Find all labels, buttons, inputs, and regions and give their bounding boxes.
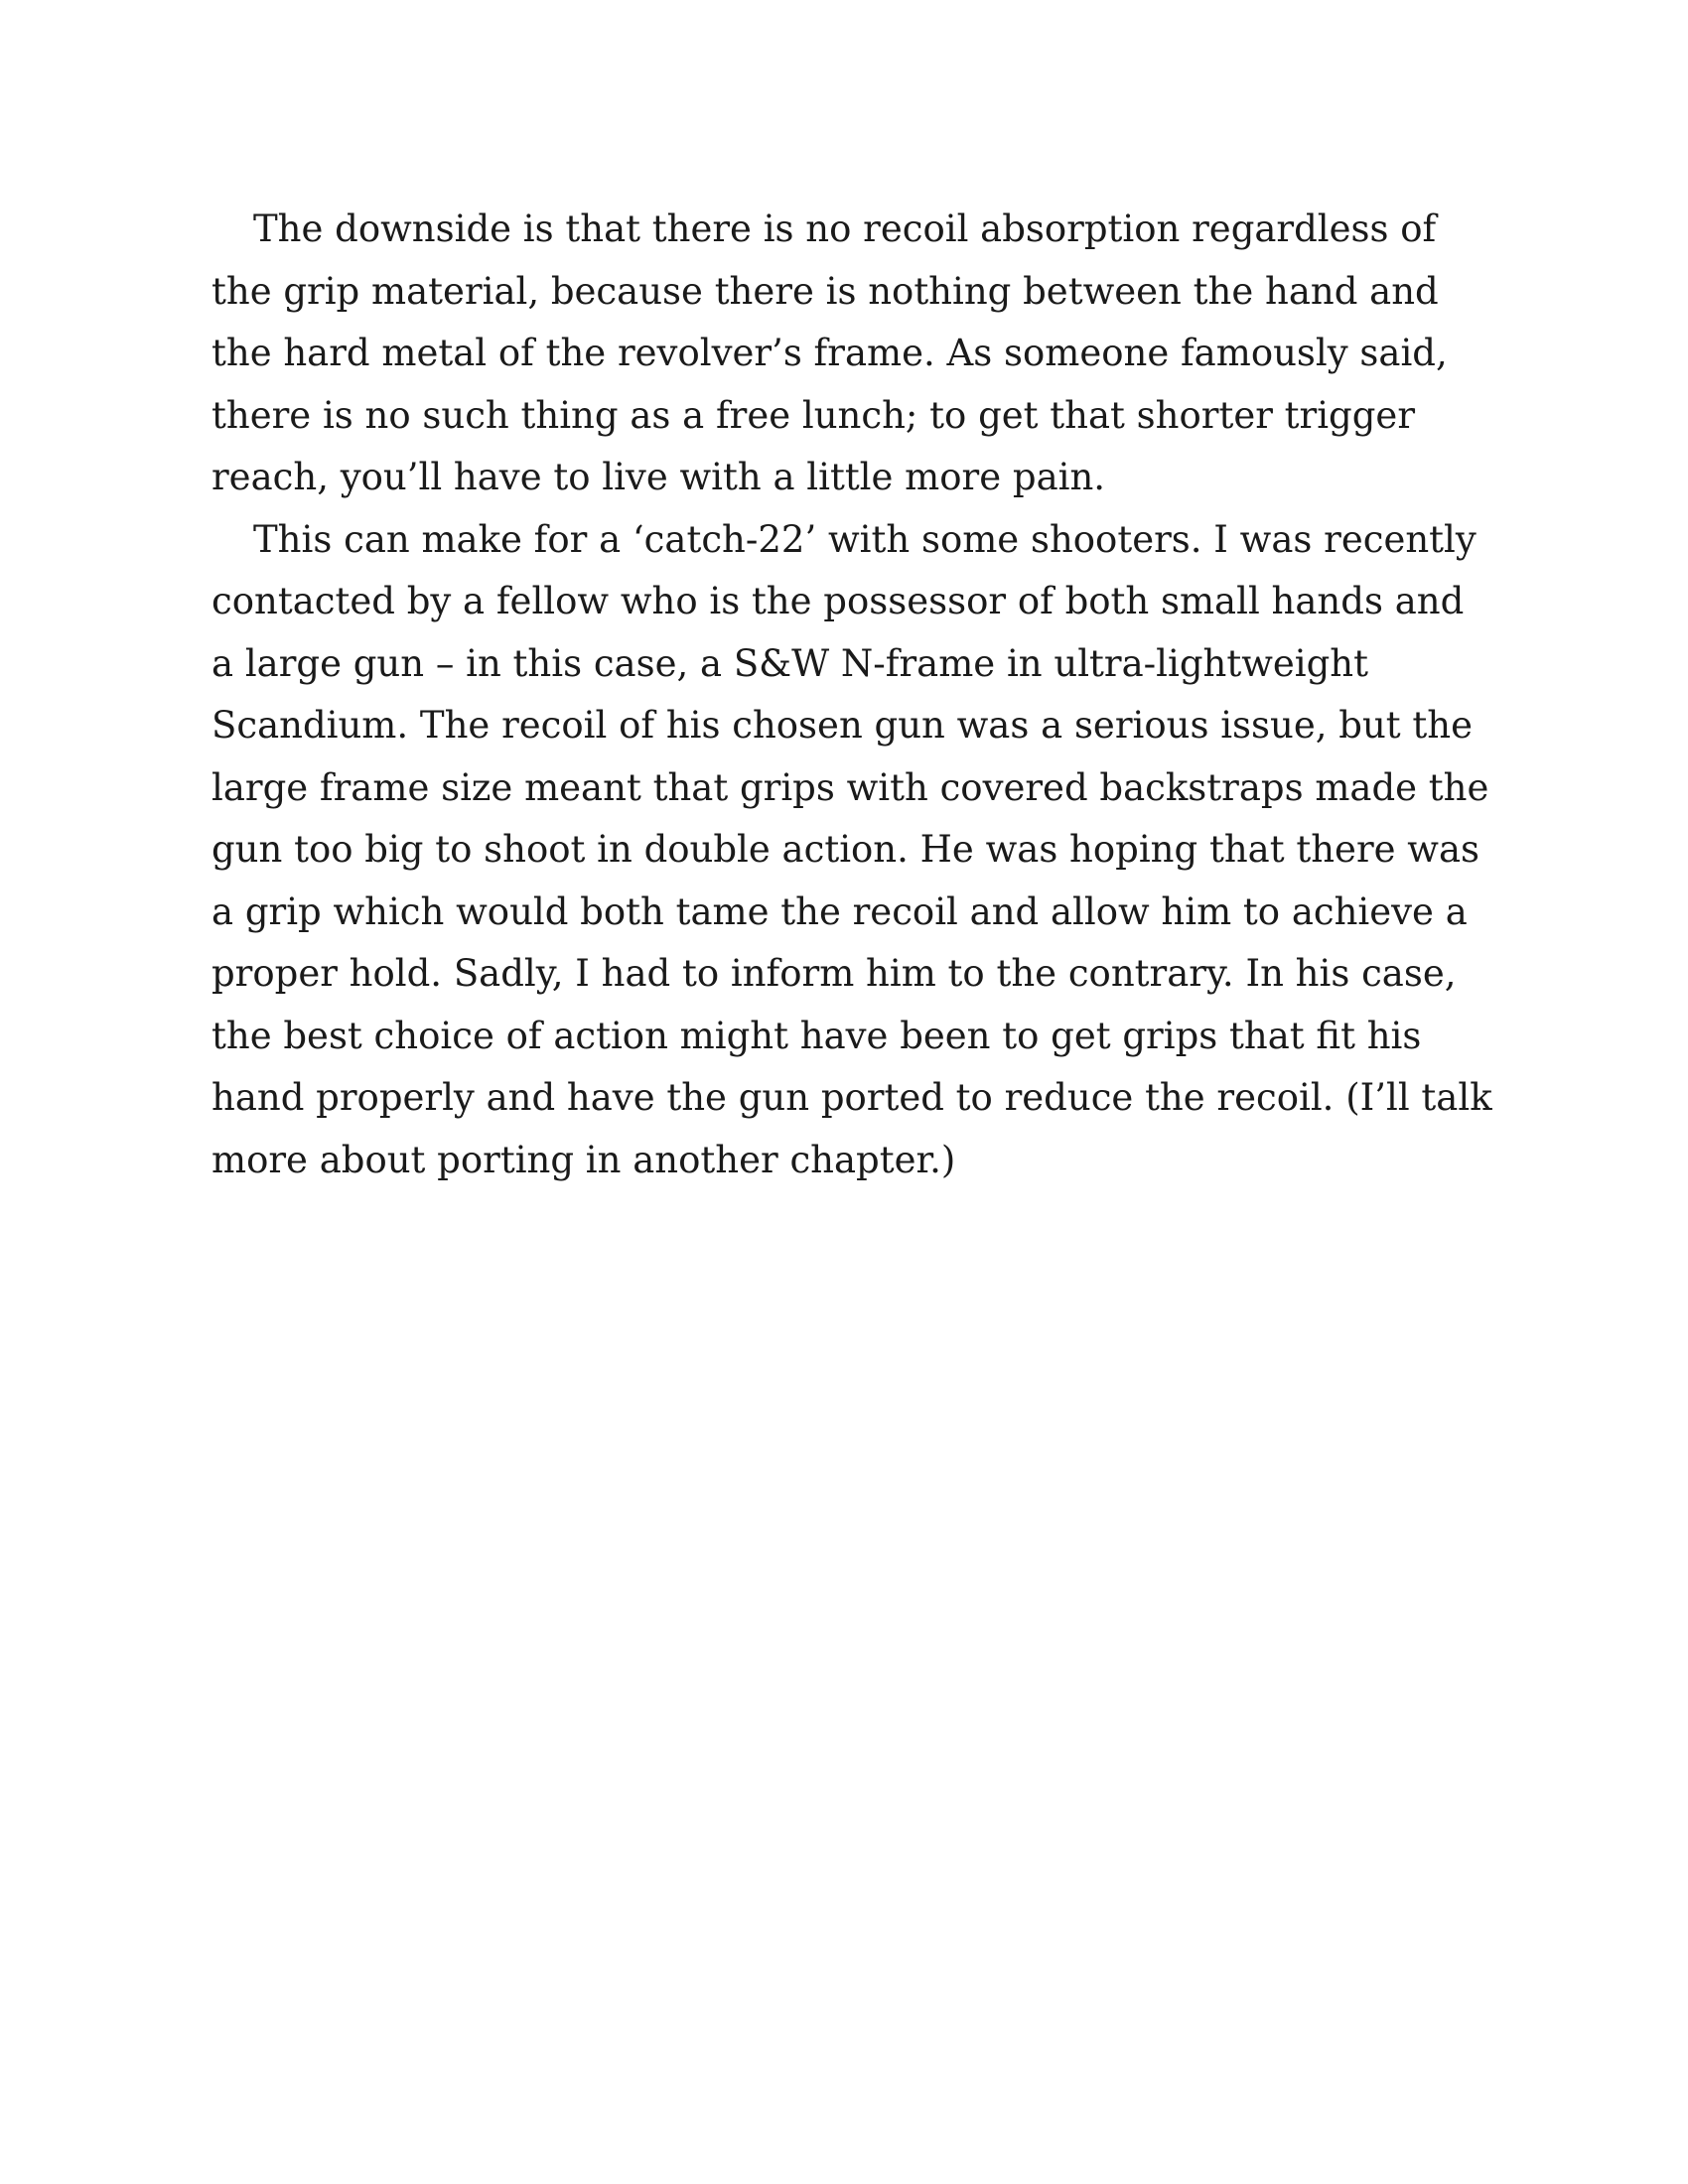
paragraph-catch-22: This can make for a ‘catch-22’ with some shooters. I was recently contacted by a fellow who is the possessor of both small hands and a large gun – in this case, a S&W N-frame in ultra-lightweight Scandium. The recoil of his chosen gun was a serious issue, but the large frame size meant that grips with covered backstraps made the gun too big to shoot in double action. He was hoping that there was a grip which would both tame the recoil and allow him to achieve a proper hold. Sadly, I had to inform him to the contrary. In his case, the best choice of action might have been to get grips that fit his hand properly and have the gun ported to reduce the recoil. (I’ll talk more about porting in another chapter.)	[211, 517, 1492, 1181]
body-text	[211, 199, 1492, 1191]
paragraph-recoil-absorption: The downside is that there is no recoil absorption regardless of the grip material, because there is nothing between the hand and the hard metal of the revolver’s frame. As someone famously said, there is no such thing as a free lunch; to get that shorter trigger reach, you’ll have to live with a little more pain.	[211, 207, 1448, 498]
